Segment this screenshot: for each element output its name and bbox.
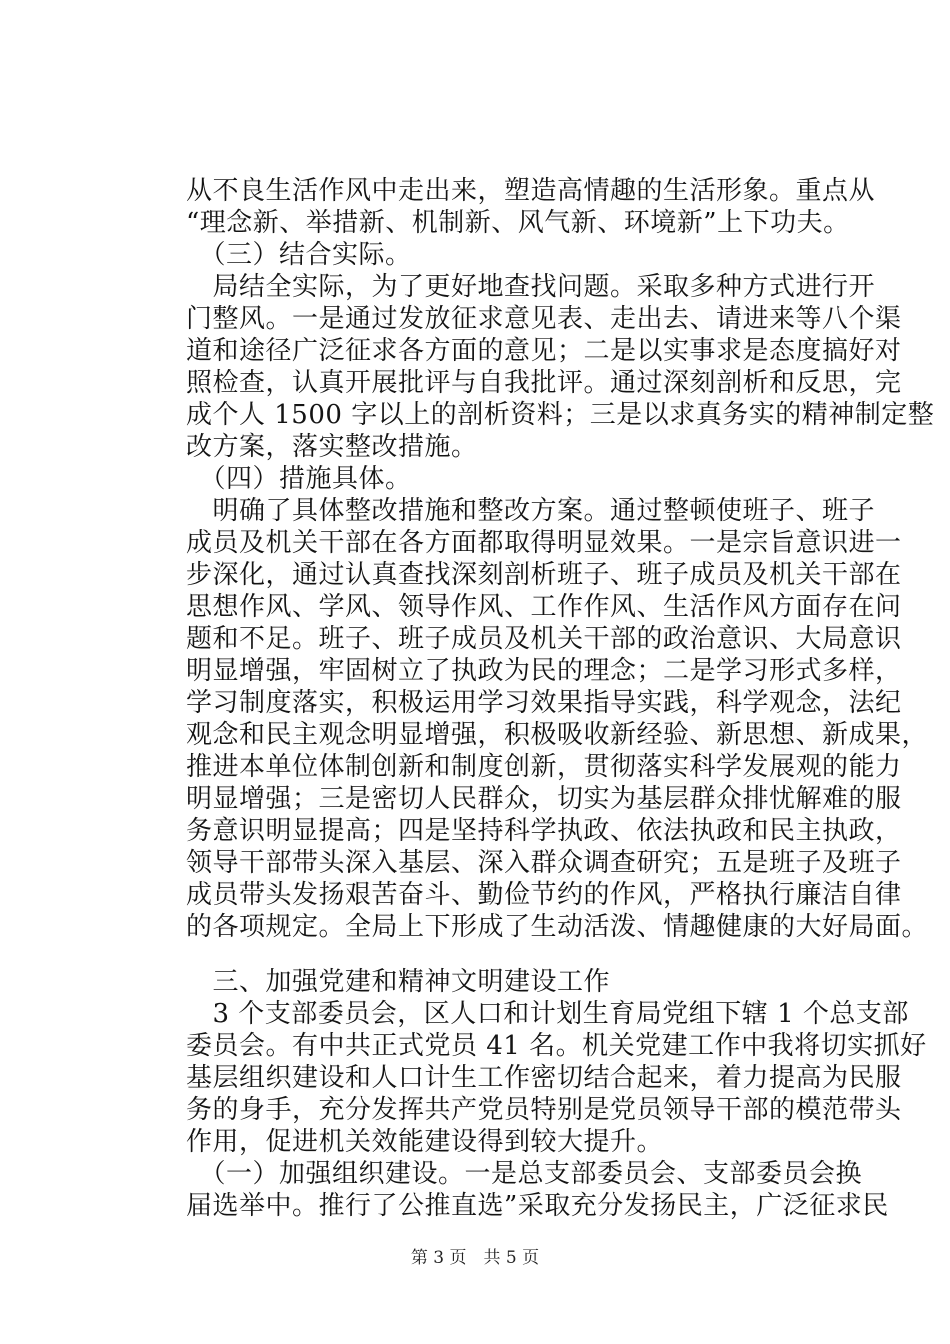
body-line: 道和途径广泛征求各方面的意见；二是以实事求是态度搞好对 — [186, 336, 902, 366]
section-heading: （四）措施具体。 — [186, 464, 412, 494]
page-footer: 第 3 页 共 5 页 — [410, 1248, 540, 1268]
body-line: 作用，促进机关效能建设得到较大提升。 — [186, 1127, 664, 1157]
section-heading: （三）结合实际。 — [186, 240, 412, 270]
body-line: 明显增强；三是密切人民群众，切实为基层群众排忧解难的服 — [186, 784, 902, 814]
body-line: （一）加强组织建设。一是总支部委员会、支部委员会换 — [186, 1159, 863, 1189]
body-line: 照检查，认真开展批评与自我批评。通过深刻剖析和反思，完 — [186, 368, 902, 398]
body-line: “理念新、举措新、机制新、风气新、环境新”上下功夫。 — [186, 208, 850, 238]
body-line: 局结全实际，为了更好地查找问题。采取多种方式进行开 — [186, 272, 876, 302]
body-line: 改方案，落实整改措施。 — [186, 432, 478, 462]
body-line: 的各项规定。全局上下形成了生动活泼、情趣健康的大好局面。 — [186, 912, 929, 942]
body-line: 思想作风、学风、领导作风、工作作风、生活作风方面存在问 — [186, 592, 902, 622]
body-line: 务的身手，充分发挥共产党员特别是党员领导干部的模范带头 — [186, 1095, 902, 1125]
body-line: 领导干部带头深入基层、深入群众调查研究；五是班子及班子 — [186, 848, 902, 878]
body-line: 成个人 1500 字以上的剖析资料；三是以求真务实的精神制定整 — [186, 400, 935, 430]
body-line: 明确了具体整改措施和整改方案。通过整顿使班子、班子 — [186, 496, 876, 526]
body-line: 3 个支部委员会，区人口和计划生育局党组下辖 1 个总支部 — [186, 999, 909, 1029]
body-line: 推进本单位体制创新和制度创新，贯彻落实科学发展观的能力 — [186, 752, 902, 782]
body-line: 务意识明显提高；四是坚持科学执政、依法执政和民主执政， — [186, 816, 902, 846]
body-line: 委员会。有中共正式党员 41 名。机关党建工作中我将切实抓好 — [186, 1031, 927, 1061]
body-line: 步深化，通过认真查找深刻剖析班子、班子成员及机关干部在 — [186, 560, 902, 590]
body-line: 题和不足。班子、班子成员及机关干部的政治意识、大局意识 — [186, 624, 902, 654]
section-heading: 三、加强党建和精神文明建设工作 — [186, 967, 611, 997]
body-line: 基层组织建设和人口计生工作密切结合起来，着力提高为民服 — [186, 1063, 902, 1093]
body-line: 成员带头发扬艰苦奋斗、勤俭节约的作风，严格执行廉洁自律 — [186, 880, 902, 910]
body-line: 观念和民主观念明显增强，积极吸收新经验、新思想、新成果， — [186, 720, 929, 750]
body-line: 学习制度落实，积极运用学习效果指导实践，科学观念，法纪 — [186, 688, 902, 718]
body-line: 届选举中。推行了公推直选”采取充分发扬民主，广泛征求民 — [186, 1191, 889, 1221]
body-line: 成员及机关干部在各方面都取得明显效果。一是宗旨意识进一 — [186, 528, 902, 558]
body-line: 门整风。一是通过发放征求意见表、走出去、请进来等八个渠 — [186, 304, 902, 334]
body-line: 从不良生活作风中走出来，塑造高情趣的生活形象。重点从 — [186, 176, 876, 206]
body-line: 明显增强，牢固树立了执政为民的理念；二是学习形式多样， — [186, 656, 902, 686]
